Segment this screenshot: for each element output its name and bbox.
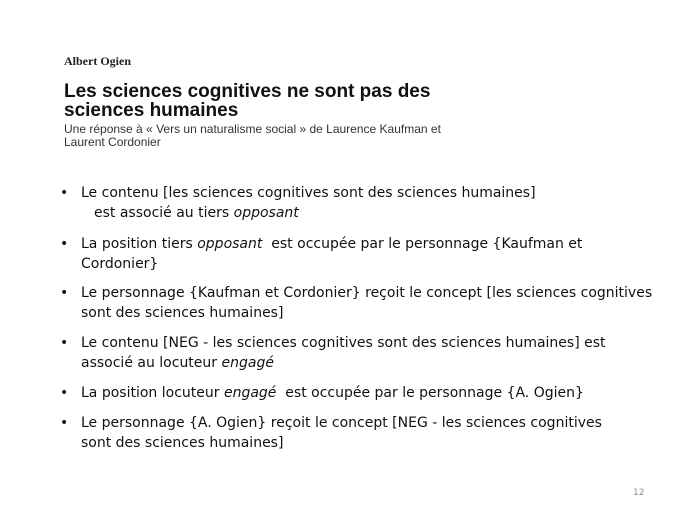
bullet-item (58, 383, 658, 403)
paper-header-image (64, 54, 534, 149)
bullet-item (58, 333, 658, 373)
bullet-item (58, 413, 658, 453)
bullet-text: La position tiers (81, 236, 198, 252)
bullet-line (81, 234, 658, 254)
bullet-icon: • (60, 236, 69, 252)
bullet-icon: • (60, 285, 69, 301)
bullet-line: Le personnage {A. Ogien} reçoit le concept [NEG - les sciences cognitives (81, 415, 602, 431)
bullet-text: est occupée par le personnage {Kaufman et (262, 236, 583, 252)
bullet-text: est associé au tiers (94, 205, 234, 221)
bullet-icon: • (60, 185, 69, 201)
paper-title-line2: sciences humaines (64, 100, 239, 121)
paper-subtitle-line1: Une réponse à « Vers un naturalisme social » de Laurence Kaufman et (64, 122, 441, 136)
bullet-line: sont des sciences humaines] (81, 435, 284, 451)
paper-title-line1: Les sciences cognitives ne sont pas des (64, 81, 431, 102)
bullet-icon: • (60, 415, 69, 431)
bullet-line: Le personnage {Kaufman et Cordonier} reçoit le concept [les sciences cognitives (81, 285, 653, 301)
bullet-item (58, 234, 658, 274)
bullet-item (58, 183, 658, 223)
bullet-list (58, 183, 658, 453)
bullet-text: associé au locuteur (81, 355, 222, 371)
paper-subtitle (64, 123, 534, 149)
bullet-text: est occupée par le personnage {A. Ogien} (276, 385, 584, 401)
author-name: Albert Ogien (64, 54, 131, 68)
paper-title (64, 82, 534, 120)
bullet-item (58, 283, 658, 323)
bullet-line (81, 203, 658, 223)
bullet-line: Le contenu [NEG - les sciences cognitives sont des sciences humaines] est (81, 335, 606, 351)
bullet-emphasis: engagé (221, 355, 274, 371)
bullet-icon: • (60, 385, 69, 401)
bullet-line: sont des sciences humaines] (81, 305, 284, 321)
bullet-line (81, 383, 658, 403)
page-number: 12 (633, 488, 645, 498)
bullet-icon: • (60, 335, 69, 351)
bullet-line: Cordonier} (81, 256, 159, 272)
bullet-line: Le contenu [les sciences cognitives sont des sciences humaines] (81, 185, 536, 201)
bullet-line (81, 353, 658, 373)
bullet-emphasis: opposant (233, 205, 299, 221)
bullet-emphasis: engagé (223, 385, 277, 401)
bullet-emphasis: opposant (197, 236, 263, 252)
paper-subtitle-line2: Laurent Cordonier (64, 135, 161, 149)
bullet-text: La position locuteur (81, 385, 224, 401)
